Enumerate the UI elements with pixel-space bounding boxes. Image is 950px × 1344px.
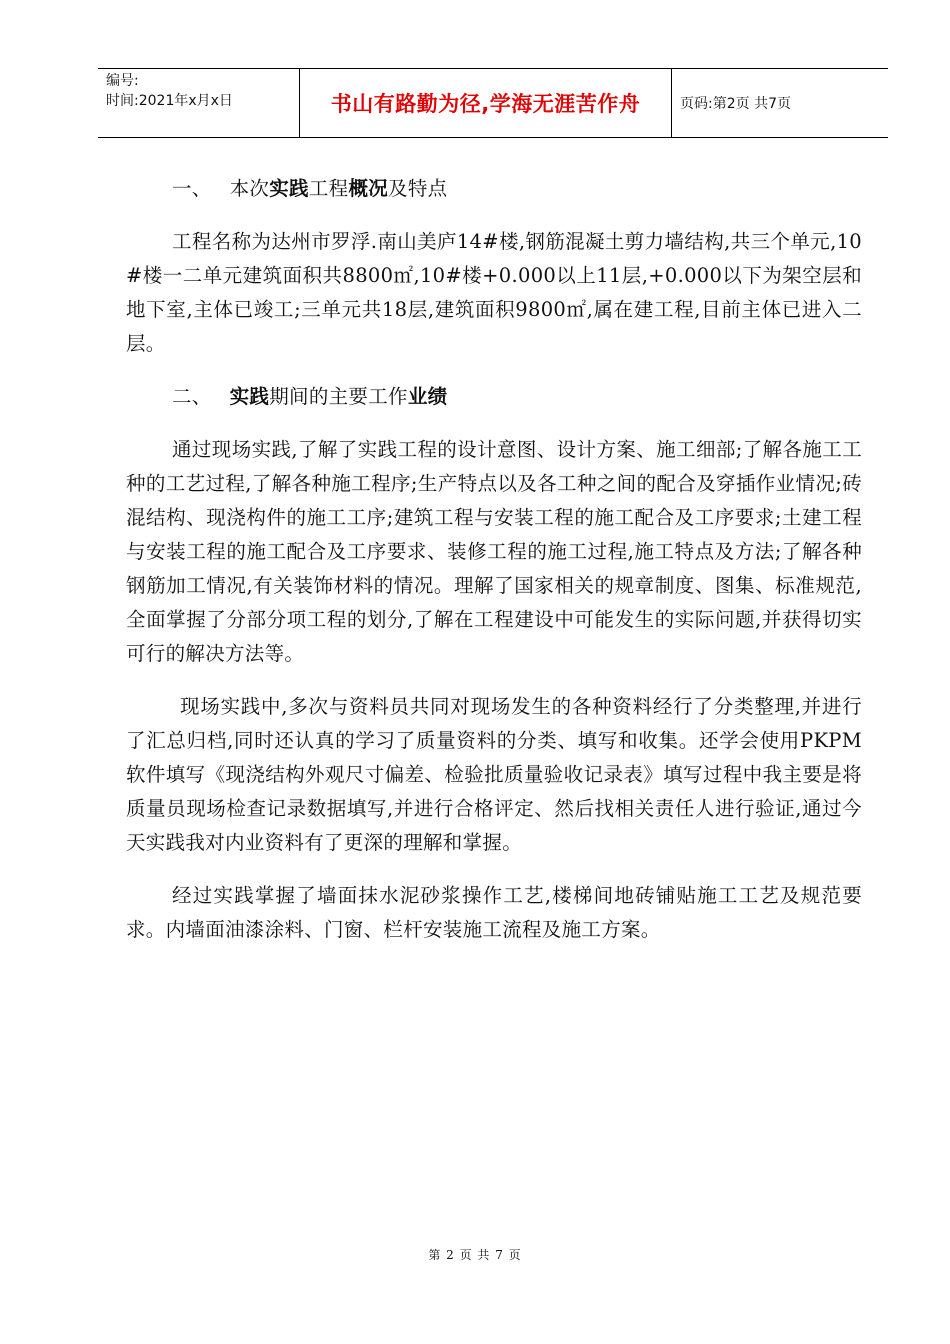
page-header [98, 68, 888, 138]
section-2-paragraph-3: 经过实践掌握了墙面抹水泥砂浆操作工艺,楼梯间地砖铺贴施工工艺及规范要求。内墙面油漆涂料、门窗、栏杆安装施工流程及施工方案。 [126, 884, 862, 941]
heading-text-bold: 实践 [269, 177, 309, 200]
section-2-paragraph-1: 通过现场实践,了解了实践工程的设计意图、设计方案、施工细部;了解各施工工种的工艺过程,了解各种施工程序;生产特点以及各工种之间的配合及穿插作业情况;砖混结构、现浇构件的施工工序;建筑工程与安装工程的施工配合及工序要求;土建工程与安装工程的施工配合及工序要求、装修工程的施工过程,施工特点及方法;了解各种钢筋加工情况,有关装饰材料的情况。理解了国家相关的规章制度、图集、标准规范,全面掌握了分部分项工程的划分,了解在工程建设中可能发生的实际问题,并获得切实可行的解决方法等。 [126, 438, 862, 665]
header-meta-cell [98, 69, 300, 137]
heading-text: 期间 [269, 385, 309, 408]
heading-text: 本次 [229, 177, 270, 200]
header-motto: 书山有路勤为径,学海无涯苦作舟 [300, 69, 672, 137]
section-2-heading [126, 380, 862, 414]
heading-text-bold: 概况 [348, 177, 389, 200]
section-1-heading [126, 172, 862, 206]
header-page-label: 页码:第2页 共7页 [680, 96, 791, 112]
page-footer: 第 2 页 共 7 页 [428, 1248, 522, 1262]
section-2-paragraph-2: 现场实践中,多次与资料员共同对现场发生的各种资料经行了分类整理,并进行了汇总归档,同时还认真的学习了质量资料的分类、填写和收集。还学会使用PKPM软件填写《现浇结构外观尺寸偏差、检验批质量验收记录表》填写过程中我主要是将质量员现场检查记录数据填写,并进行合格评定、然后找相关责任人进行验证,通过今天实践我对内业资料有了更深的理解和掌握。 [126, 695, 862, 854]
heading-text-bold: 实践 [229, 385, 270, 408]
document-body [126, 172, 862, 966]
section-1-number: 一、 [172, 177, 212, 200]
heading-text-bold: 业绩 [407, 385, 448, 408]
heading-text: 的主要工作 [308, 385, 408, 408]
heading-text: 及特点 [388, 177, 448, 200]
heading-text: 工程 [308, 177, 349, 200]
section-1-paragraph-1: 工程名称为达州市罗浮.南山美庐14#楼,钢筋混凝土剪力墙结构,共三个单元,10#楼一二单元建筑面积共8800㎡,10#楼+0.000以上11层,+0.000以下为架空层和地下室,主体已竣工;三单元共18层,建筑面积9800㎡,属在建工程,目前主体已进入二层。 [126, 230, 862, 355]
number-label: 编号: [106, 73, 139, 89]
time-label: 时间:2021年x月x日 [106, 93, 233, 109]
section-2-number: 二、 [172, 385, 212, 408]
